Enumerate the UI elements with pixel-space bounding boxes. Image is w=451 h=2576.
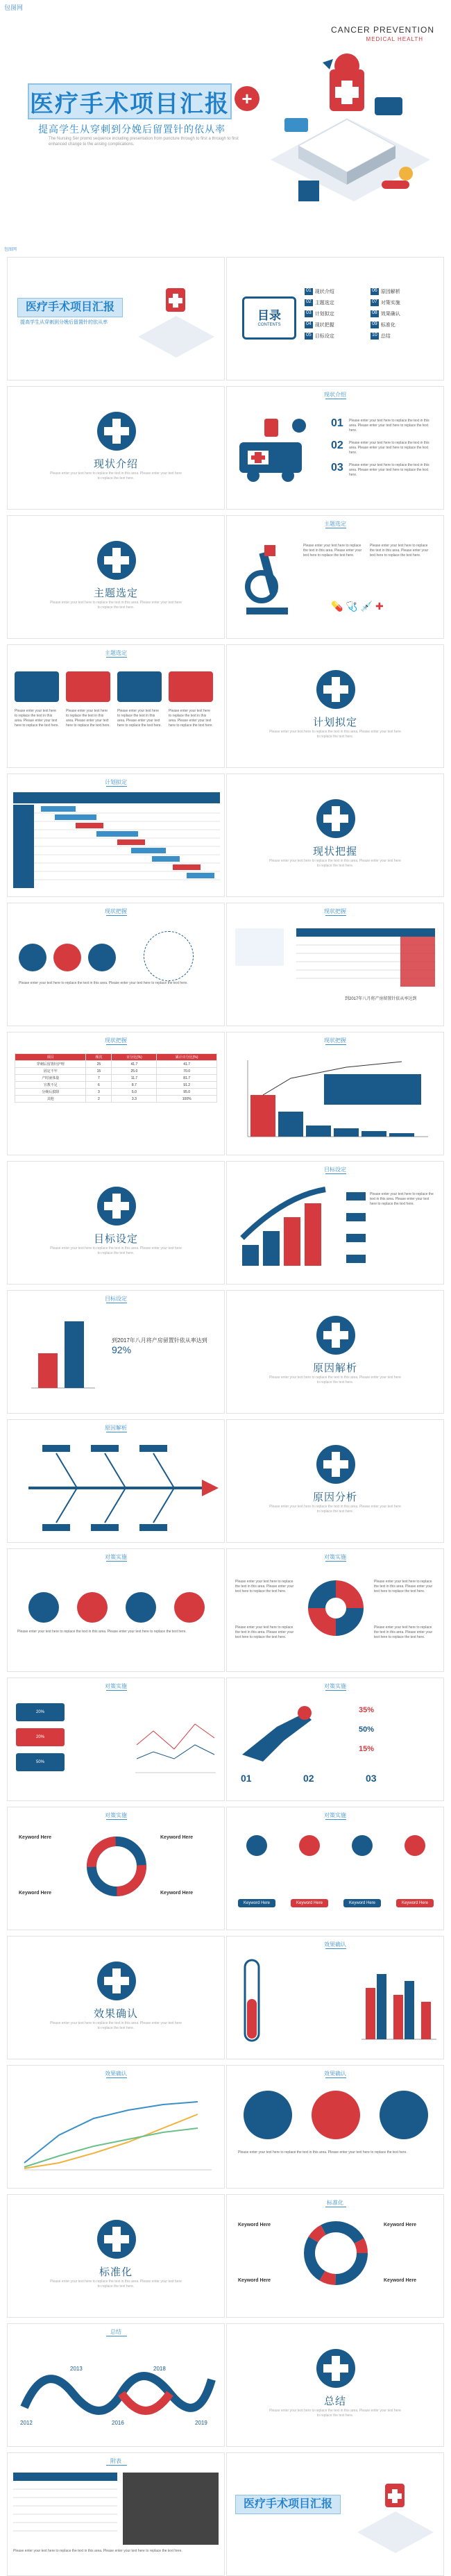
medical-cross-icon bbox=[97, 541, 136, 580]
step-circle bbox=[126, 1592, 156, 1623]
slide-title: 对策实施 bbox=[324, 1683, 346, 1689]
keyword-button[interactable]: Keyword Here bbox=[238, 1899, 275, 1907]
toc-item[interactable]: 03 计划拟定 bbox=[306, 310, 334, 317]
step-text: Please enter your text here to replace the text in this area. Please enter your text here to replace the text here. bbox=[17, 1630, 187, 1634]
slide-title: 对策实施 bbox=[324, 1812, 346, 1818]
card-text: Please enter your text here to replace the text in this area. Please enter your text here to replace the text here. bbox=[169, 709, 213, 728]
year-label: 2012 bbox=[20, 2420, 33, 2426]
slide-status bbox=[226, 386, 444, 510]
card-text: Please enter your text here to replace the text in this area. Please enter your text here to replace the text here. bbox=[117, 709, 162, 728]
slide-title: 主题选定 bbox=[324, 521, 346, 527]
slide-line-compare bbox=[7, 2065, 225, 2189]
section-title: 效果确认 bbox=[93, 2008, 138, 2020]
quadrant-text: Please enter your text here to replace the text in this area. Please enter your text here to replace the text here. bbox=[235, 1625, 294, 1639]
toc-item[interactable]: 04 现状把握 bbox=[306, 321, 334, 328]
slide-title: 目标设定 bbox=[105, 1296, 127, 1302]
slide-section-6 bbox=[226, 1290, 444, 1414]
keyword-label: Keyword Here bbox=[238, 2278, 271, 2283]
label-tag bbox=[346, 1213, 366, 1221]
flow-node bbox=[88, 944, 116, 971]
step-circle bbox=[174, 1592, 205, 1623]
slide-end-cover bbox=[226, 2452, 444, 2576]
cover-slide bbox=[0, 0, 451, 250]
stat-percent: 50% bbox=[359, 1725, 375, 1734]
slide-percent-line bbox=[7, 1678, 225, 1801]
thumb-subtitle: 提高学生从穿刺到分娩后留置针的依从率 bbox=[20, 320, 108, 325]
theme-card bbox=[15, 671, 59, 702]
toc-title-en: CONTENTS bbox=[257, 323, 281, 327]
medical-cross-icon bbox=[316, 670, 355, 709]
stat-percent: 15% bbox=[359, 1745, 375, 1753]
toc-title: 目录 bbox=[257, 309, 281, 322]
slide-pin-circles bbox=[226, 2065, 444, 2189]
section-caption: Please enter your text here to replace the text in this area. Please enter your text here to replace the text here. bbox=[50, 2280, 182, 2289]
toc-item[interactable]: 08 效果确认 bbox=[372, 310, 400, 317]
step-number: 02 bbox=[331, 440, 343, 451]
flow-text: Please enter your text here to replace the text in this area. Please enter your text here to replace the text here. bbox=[19, 981, 188, 985]
cover-english: The Nursing Ser promo sequence including presentation from puncture through to first a through to first enhanced change to the arising complications. bbox=[49, 137, 239, 147]
effect-line-chart bbox=[17, 2086, 219, 2177]
slide-donut-quadrants bbox=[226, 1548, 444, 1672]
theme-card bbox=[169, 671, 213, 702]
flow-node bbox=[19, 944, 46, 971]
year-label: 2019 bbox=[195, 2420, 207, 2426]
timeline-wave bbox=[17, 2352, 216, 2428]
card-icon bbox=[405, 1835, 425, 1856]
pin-circle bbox=[312, 2091, 360, 2139]
slide-fishbone bbox=[7, 1419, 225, 1543]
line-chart bbox=[133, 1703, 219, 1780]
keyword-button[interactable]: Keyword Here bbox=[291, 1899, 328, 1907]
pin-circle bbox=[244, 2091, 292, 2139]
slide-hand-stats bbox=[226, 1678, 444, 1801]
appendix-dark-panel bbox=[123, 2473, 219, 2545]
percent-badge: 20% bbox=[16, 1703, 65, 1721]
medical-cross-icon bbox=[97, 412, 136, 451]
slide-section-3 bbox=[226, 644, 444, 768]
pareto-chart bbox=[241, 1053, 435, 1144]
flow-target bbox=[144, 931, 194, 981]
slide-growth bbox=[226, 1161, 444, 1285]
section-title: 目标设定 bbox=[93, 1233, 138, 1245]
stat-percent: 35% bbox=[359, 1706, 375, 1714]
cover-tag-1: CANCER PREVENTION bbox=[330, 25, 434, 35]
cover-tag-2: MEDICAL HEALTH bbox=[366, 36, 423, 42]
quadrant-text: Please enter your text here to replace the text in this area. Please enter your text here to replace the text here. bbox=[374, 1625, 433, 1639]
keyword-label: Keyword Here bbox=[238, 2223, 271, 2227]
gantt-chart bbox=[13, 805, 220, 888]
step-number: 02 bbox=[303, 1773, 314, 1784]
microscope-icon bbox=[237, 538, 299, 621]
keyword-label: Keyword Here bbox=[160, 1891, 194, 1896]
fishbone-diagram bbox=[15, 1439, 220, 1537]
appendix-text: Please enter your text here to replace the text in this area. Please enter your text here to replace the text here. bbox=[13, 2549, 182, 2553]
quadrant-text: Please enter your text here to replace the text in this area. Please enter your text here to replace the text here. bbox=[374, 1580, 433, 1594]
slide-gantt bbox=[7, 773, 225, 897]
toc-item[interactable]: 07 对策实施 bbox=[372, 299, 400, 306]
step-number: 03 bbox=[331, 462, 343, 474]
cover-subtitle: 提高学生从穿刺到分娩后留置针的依从率 bbox=[38, 124, 226, 135]
step-number: 01 bbox=[241, 1773, 252, 1784]
medical-cross-icon bbox=[97, 1962, 136, 2000]
keyword-label: Keyword Here bbox=[19, 1835, 52, 1840]
slide-section-4 bbox=[226, 773, 444, 897]
slide-title: 主题选定 bbox=[105, 650, 127, 656]
card-text: Please enter your text here to replace the text in this area. Please enter your text here to replace the text here. bbox=[66, 709, 110, 728]
goal-text: 到2017年八月将产房留置针依从率达到92% bbox=[112, 1337, 207, 1355]
medical-cross-icon bbox=[316, 799, 355, 838]
comparison-bar-chart bbox=[359, 1960, 439, 2043]
toc-item[interactable]: 09 标准化 bbox=[372, 321, 395, 328]
step-number: 01 bbox=[331, 417, 343, 429]
flow-node bbox=[53, 944, 81, 971]
slide-title: 效果确认 bbox=[324, 2071, 346, 2077]
slide-title: 对策实施 bbox=[105, 1812, 127, 1818]
goal-note: 到2017年八月将产房留置针依从率达到 bbox=[345, 997, 417, 1001]
hospital-illustration bbox=[257, 42, 444, 236]
slide-check-table bbox=[226, 903, 444, 1026]
label-tag bbox=[346, 1192, 366, 1201]
section-title: 总结 bbox=[323, 2395, 346, 2407]
section-title: 现状介绍 bbox=[93, 458, 138, 470]
year-label: 2013 bbox=[70, 2366, 83, 2372]
card-icon bbox=[299, 1835, 320, 1856]
slide-section-2 bbox=[7, 515, 225, 639]
hospital-illustration bbox=[131, 274, 221, 371]
step-circle bbox=[28, 1592, 59, 1623]
card-text: Please enter your text here to replace the text in this area. Please enter your text here to replace the text here. bbox=[15, 709, 59, 728]
slide-goal bbox=[7, 1290, 225, 1414]
theme-card bbox=[66, 671, 110, 702]
toc-item[interactable]: 02 主题选定 bbox=[306, 299, 334, 306]
section-title: 原因分析 bbox=[312, 1491, 357, 1503]
theme-text: Please enter your text here to replace the text in this area. Please enter your text here to replace the text here. bbox=[303, 544, 362, 558]
section-caption: Please enter your text here to replace the text in this area. Please enter your text here to replace the text here. bbox=[269, 1375, 401, 1385]
medical-cross-icon bbox=[316, 1316, 355, 1355]
section-title: 原因解析 bbox=[312, 1362, 357, 1374]
pareto-table: 项目 频次 百分比(%) 累计百分比(%) 穿刺后留置针护理 25 41.7 41.7 固定不牢 15 25.0 70.0 产时液体量 7 11.7 81.7 宣教不足 6 8.7 91.2 分娩后拔除 3 5.0 95.0 其他 2 3.3 100% bbox=[15, 1053, 217, 1103]
keyword-button[interactable]: Keyword Here bbox=[343, 1899, 381, 1907]
slide-appendix bbox=[7, 2452, 225, 2576]
slide-title: 效果确认 bbox=[105, 2071, 127, 2077]
keyword-label: Keyword Here bbox=[384, 2278, 417, 2283]
slide-title: 目标设定 bbox=[324, 1166, 346, 1173]
slide-timeline bbox=[7, 2323, 225, 2447]
keyword-label: Keyword Here bbox=[160, 1835, 194, 1840]
percent-badge: 20% bbox=[16, 1728, 65, 1746]
slide-chevron-steps bbox=[7, 1548, 225, 1672]
keyword-button[interactable]: Keyword Here bbox=[396, 1899, 434, 1907]
slide-icon-cards bbox=[226, 1807, 444, 1930]
section-caption: Please enter your text here to replace the text in this area. Please enter your text here to replace the text here. bbox=[50, 601, 182, 610]
card-icon bbox=[352, 1835, 373, 1856]
year-label: 2016 bbox=[112, 2420, 124, 2426]
growth-bar-chart bbox=[235, 1182, 339, 1273]
slide-title: 对策实施 bbox=[324, 1554, 346, 1560]
ambulance-icon bbox=[237, 415, 320, 491]
keyword-label: Keyword Here bbox=[19, 1891, 52, 1896]
section-title: 主题选定 bbox=[93, 587, 138, 599]
end-title: 医疗手术项目汇报 bbox=[235, 2495, 341, 2514]
gantt-header bbox=[13, 792, 220, 803]
slide-tube-bars bbox=[226, 1936, 444, 2059]
section-caption: Please enter your text here to replace the text in this area. Please enter your text here to replace the text here. bbox=[269, 2409, 401, 2418]
medical-cross-icon bbox=[316, 1445, 355, 1484]
slide-section-7 bbox=[226, 1419, 444, 1543]
toc-item[interactable]: 06 原因解析 bbox=[372, 288, 400, 294]
slide-title: 计划拟定 bbox=[105, 779, 127, 785]
section-caption: Please enter your text here to replace the text in this area. Please enter your text here to replace the text here. bbox=[50, 1246, 182, 1255]
theme-card bbox=[117, 671, 162, 702]
slide-title: 总结 bbox=[110, 2329, 121, 2335]
label-tag bbox=[346, 1234, 366, 1242]
slide-title: 现状把握 bbox=[324, 1037, 346, 1044]
slide-section-8 bbox=[7, 1936, 225, 2059]
ring-diagram bbox=[85, 1835, 148, 1898]
slide-title: 现状介绍 bbox=[324, 392, 346, 398]
pin-circle bbox=[380, 2091, 428, 2139]
quadrant-text: Please enter your text here to replace the text in this area. Please enter your text here to replace the text here. bbox=[235, 1580, 294, 1594]
toc-box bbox=[242, 296, 296, 340]
slide-title: 附表 bbox=[110, 2458, 121, 2464]
toc-list bbox=[305, 288, 436, 340]
section-caption: Please enter your text here to replace the text in this area. Please enter your text here to replace the text here. bbox=[269, 1505, 401, 1514]
slide-title: 标准化 bbox=[327, 2200, 343, 2206]
year-label: 2018 bbox=[153, 2366, 166, 2372]
pill-icon: 💊 🩺 💉 ✚ bbox=[331, 601, 384, 612]
quadrant-donut bbox=[305, 1577, 367, 1639]
slide-ring-keywords bbox=[7, 1807, 225, 1930]
medical-cross-icon bbox=[316, 2349, 355, 2388]
slide-corner-logo: 包图网 bbox=[4, 248, 17, 252]
slide-pareto-chart bbox=[226, 1032, 444, 1155]
section-title: 现状把握 bbox=[312, 846, 357, 858]
hand-icon bbox=[235, 1699, 318, 1768]
slide-pareto-table bbox=[7, 1032, 225, 1155]
slide-title: 现状把握 bbox=[324, 908, 346, 914]
toc-item[interactable]: 10 总结 bbox=[372, 333, 391, 339]
slide-section-5 bbox=[7, 1161, 225, 1285]
appendix-table bbox=[13, 2473, 117, 2545]
slide-section-9 bbox=[7, 2194, 225, 2318]
slide-title: 现状把握 bbox=[105, 1037, 127, 1044]
percent-badge: 50% bbox=[16, 1753, 65, 1771]
cycle-diagram bbox=[301, 2218, 371, 2288]
brand-logo: 包图网 bbox=[4, 4, 24, 11]
thumb-title: 医疗手术项目汇报 bbox=[17, 298, 123, 317]
pin-text: Please enter your text here to replace the text in this area. Please enter your text here to replace the text here. bbox=[238, 2150, 407, 2155]
label-tag bbox=[346, 1255, 366, 1263]
toc-item[interactable]: 05 目标设定 bbox=[306, 333, 334, 339]
slide-title: 原因解析 bbox=[105, 1425, 127, 1431]
section-caption: Please enter your text here to replace the text in this area. Please enter your text here to replace the text here. bbox=[269, 859, 401, 868]
photo-placeholder bbox=[235, 928, 284, 966]
slide-toc bbox=[226, 257, 444, 380]
step-text: Please enter your text here to replace the text in this area. Please enter your text here to replace the text here. bbox=[349, 463, 429, 477]
test-tube-icon bbox=[238, 1957, 266, 2048]
slide-title: 对策实施 bbox=[105, 1683, 127, 1689]
section-caption: Please enter your text here to replace the text in this area. Please enter your text here to replace the text here. bbox=[50, 2021, 182, 2030]
step-circle bbox=[77, 1592, 108, 1623]
slide-section-10 bbox=[226, 2323, 444, 2447]
slide-title: 对策实施 bbox=[105, 1554, 127, 1560]
slide-cover-thumb bbox=[7, 257, 225, 380]
toc-item[interactable]: 01 现状介绍 bbox=[306, 288, 334, 294]
medical-plus-icon: + bbox=[235, 86, 259, 111]
slide-title: 效果确认 bbox=[324, 1941, 346, 1948]
step-number: 03 bbox=[366, 1773, 377, 1784]
cover-title: 医疗手术项目汇报 bbox=[28, 83, 232, 119]
slide-flow bbox=[7, 903, 225, 1026]
slide-theme bbox=[226, 515, 444, 639]
goal-bar-chart bbox=[28, 1312, 98, 1402]
check-table bbox=[296, 928, 435, 988]
tag-text: Please enter your text here to replace the text in this area. Please enter your text here to replace the text here. bbox=[370, 1192, 434, 1206]
slide-title: 现状把握 bbox=[105, 908, 127, 914]
section-caption: Please enter your text here to replace the text in this area. Please enter your text here to replace the text here. bbox=[269, 730, 401, 739]
step-text: Please enter your text here to replace the text in this area. Please enter your text here to replace the text here. bbox=[349, 419, 429, 433]
card-icon bbox=[246, 1835, 267, 1856]
section-caption: Please enter your text here to replace the text in this area. Please enter your text here to replace the text here. bbox=[50, 471, 182, 480]
slide-cycle bbox=[226, 2194, 444, 2318]
theme-text: Please enter your text here to replace the text in this area. Please enter your text here to replace the text here. bbox=[370, 544, 429, 558]
keyword-label: Keyword Here bbox=[384, 2223, 417, 2227]
section-title: 标准化 bbox=[99, 2266, 133, 2278]
hospital-illustration bbox=[350, 2470, 441, 2567]
step-text: Please enter your text here to replace the text in this area. Please enter your text here to replace the text here. bbox=[349, 441, 429, 455]
slide-plan-icons bbox=[7, 644, 225, 768]
medical-cross-icon bbox=[97, 1187, 136, 1226]
slide-section-1 bbox=[7, 386, 225, 510]
medical-cross-icon bbox=[97, 2220, 136, 2259]
section-title: 计划拟定 bbox=[312, 717, 357, 728]
